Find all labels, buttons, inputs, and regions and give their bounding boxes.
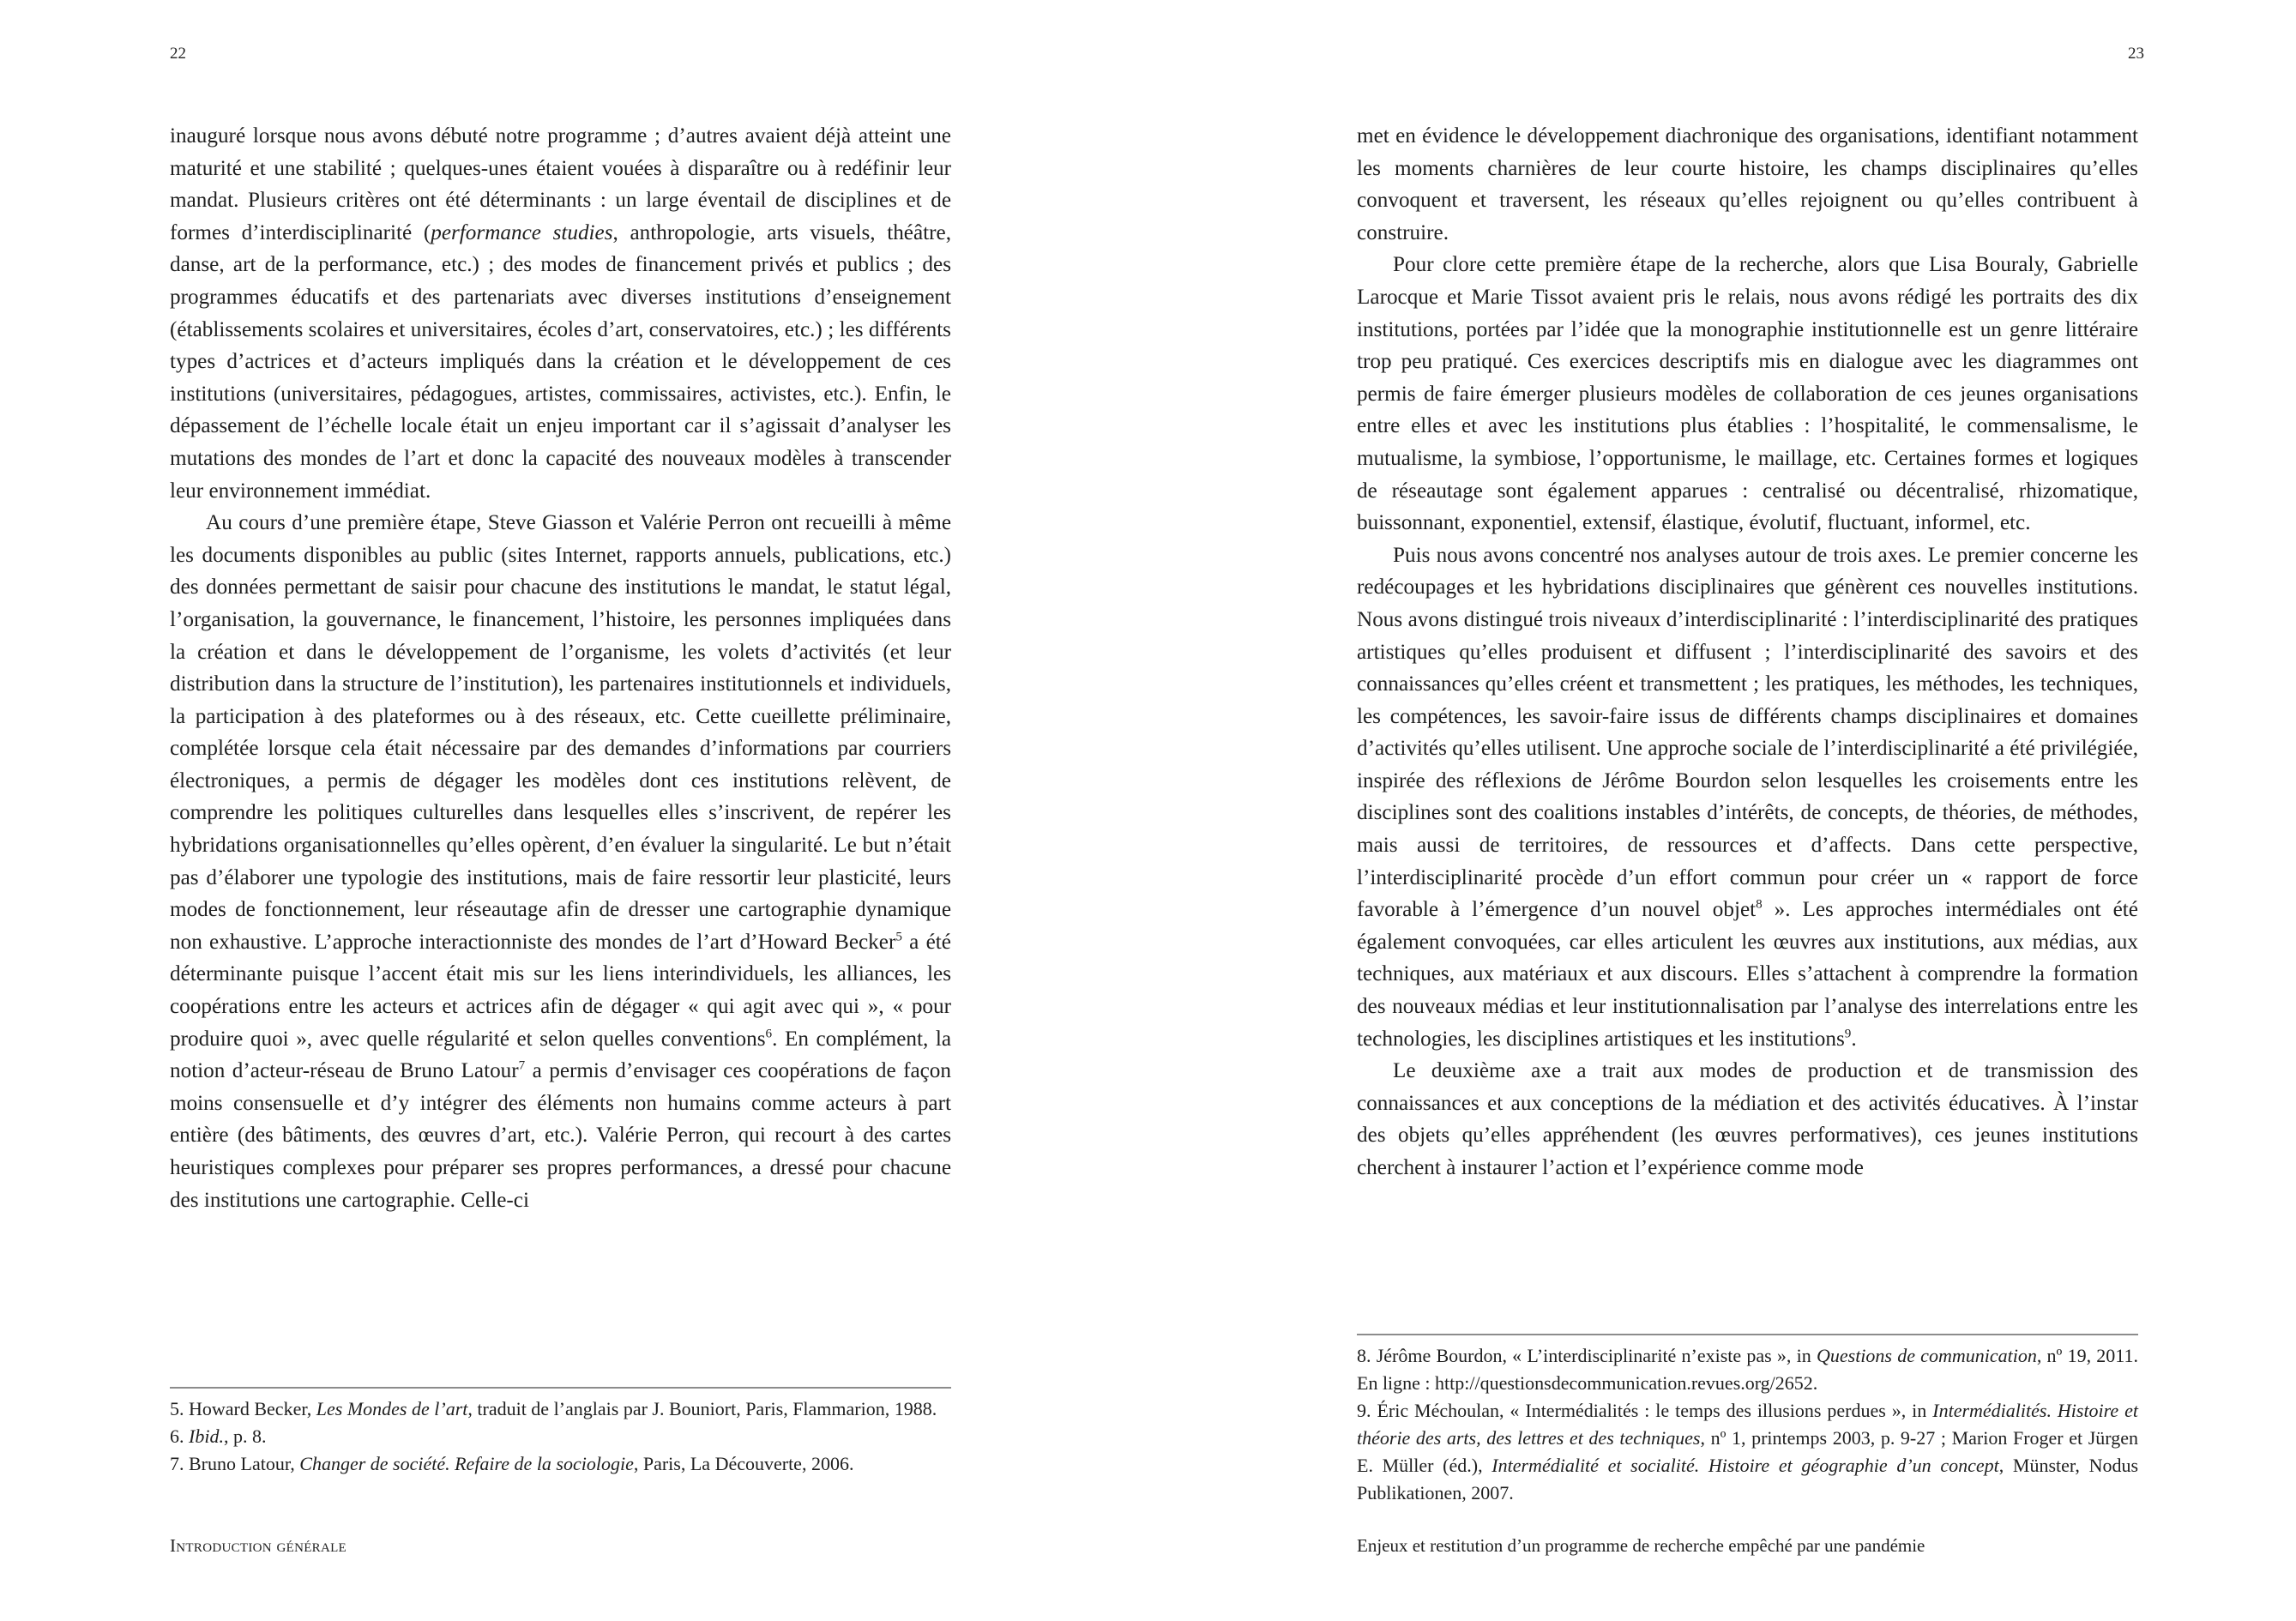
text-run: a été déterminante puisque l’accent était mis sur les liens interindividuels, les alliances, les coopérations entre les acteurs et actrices afin de dégager « qui agit avec qui », « pour produire quoi », avec quelle régularité et selon quelles conventions — [170, 930, 951, 1051]
italic-text: Les Mondes de l’art — [316, 1398, 468, 1419]
footnote — [1357, 1397, 2138, 1507]
text-run: 9. Éric Méchoulan, « Intermédialités : le temps des illusions perdues », in — [1357, 1400, 1933, 1421]
italic-text: Changer de société. Refaire de la sociologie — [299, 1453, 634, 1474]
text-run: ». Les approches intermédiales ont été également convoquées, car elles articulent les œuvres aux institutions, aux médias, aux techniques, aux matériaux et aux discours. Elles s’attachent à comprendre la formation des nouveaux médias et leur institutionnalisation par l’analyse des interrelations entre les technologies, les disciplines artistiques et les institutions — [1357, 898, 2138, 1051]
text-run: 7. Bruno Latour, — [170, 1453, 300, 1474]
footnote — [170, 1423, 951, 1450]
text-run: , anthropologie, arts visuels, théâtre, danse, art de la performance, etc.) ; des modes de financement privés et publics ; des programmes éducatifs et des partenariats avec diverses institutions d’enseignement (établissements scolaires et universitaires, écoles d’art, conservatoires, etc.) ; les différents types d’actrices et d’acteurs impliqués dans la création et le développement de ces institutions (universitaires, pédagogues, artistes, commissaires, activistes, etc.). Enfin, le dépassement de l’échelle locale était un enjeu important car il s’agissait d’analyser les mutations des mondes de l’art et donc la capacité des nouveaux modèles à transcender leur environnement immédiat. — [170, 220, 952, 503]
text-run: Au cours d’une première étape, Steve Giasson et Valérie Perron ont recueilli à même les documents disponibles au public (sites Internet, rapports annuels, publications, etc.) des données permettant de saisir pour chacune des institutions le mandat, le statut légal, l’organisation, la gouvernance, le financement, l’histoire, les personnes impliquées dans la création et dans le développement de l’organisme, les volets d’activités (et leur distribution dans la structure de l’institution), les partenaires institutionnels et individuels, la participation à des plateformes ou à des réseaux, etc. Cette cueillette préliminaire, complétée lorsque cela était nécessaire par des demandes d’informations par courriers électroniques, a permis de dégager les modèles dont ces institutions relèvent, de comprendre les politiques culturelles dans lesquelles elles s’inscrivent, de repérer les hybridations organisationnelles qu’elles opèrent, d’en évaluer la singularité. Le but n’était pas d’élaborer une typologie des institutions, mais de faire ressortir leur plasticité, leurs modes de fonctionnement, leur réseautage afin de dresser une cartographie dynamique non exhaustive. L’approche interactionniste des mondes de l’art d’Howard Becker — [170, 511, 951, 954]
footnote — [170, 1450, 951, 1478]
italic-text: Questions de communication — [1816, 1345, 2037, 1366]
footnote-ref: 7 — [518, 1058, 526, 1073]
text-run: 8. Jérôme Bourdon, « L’interdisciplinarité n’existe pas », in — [1357, 1345, 1817, 1366]
text-run: . — [1851, 1027, 1857, 1051]
page-number: 23 — [2128, 45, 2144, 63]
text-run: a permis d’envisager ces coopérations de façon moins consensuelle et d’y intégrer des éléments non humains comme acteurs à part entière (des bâtiments, des œuvres d’art, etc.). Valérie Perron, qui recourt à des cartes heuristiques complexes pour préparer ses propres performances, a dressé pour chacune des institutions une cartographie. Celle-ci — [170, 1059, 951, 1212]
text-run: , p. 8. — [223, 1425, 267, 1447]
italic-text: Intermédialités. Histoire et théorie des arts, des lettres et des techniques — [1357, 1400, 2138, 1449]
text-run: Le deuxième axe a trait aux modes de production et de transmission des connaissances et aux conceptions de la médiation et des activités éducatives. À l’instar des objets qu’elles appréhendent (les œuvres performatives), ces jeunes institutions cherchent à instaurer l’action et l’expérience comme mode — [1357, 1059, 2138, 1179]
text-run: inauguré lorsque nous avons débuté notre programme ; d’autres avaient déjà atteint une maturité et une stabilité ; quelques-unes étaient vouées à disparaître ou à redéfinir leur mandat. Plusieurs critères ont été déterminants : un large éventail de disciplines et de formes d’interdisciplinarité ( — [170, 124, 951, 244]
paragraph — [170, 120, 951, 507]
footnote-ref: 6 — [765, 1027, 773, 1041]
text-run: 6. — [170, 1425, 189, 1447]
footnote-ref: 8 — [1756, 897, 1763, 912]
footnotes — [1357, 1334, 2138, 1507]
text-run: met en évidence le développement diachronique des organisations, identifiant notamment les moments charnières de leur courte histoire, les champs disciplinaires qu’elles convoquent et traversent, les réseaux qu’elles rejoignent ou qu’elles contribuent à construire. — [1357, 124, 2138, 244]
footnote — [1357, 1342, 2138, 1397]
text-run: Pour clore cette première étape de la recherche, alors que Lisa Bouraly, Gabrielle Larocque et Marie Tissot avaient pris le relais, nous avons rédigé les portraits des dix institutions, portées par l’idée que la monographie institutionnelle est un genre littéraire trop peu pratiqué. Ces exercices descriptifs mis en dialogue avec les diagrammes ont permis de faire émerger plusieurs modèles de collaboration de ces jeunes organisations entre elles et avec les institutions plus établies : l’hospitalité, le commensalisme, le mutualisme, la symbiose, l’opportunisme, le maillage, etc. Certaines formes et logiques de réseautage sont également apparues : centralisé ou décentralisé, rhizomatique, buissonnant, exponentiel, extensif, élastique, évolutif, fluctuant, informel, etc. — [1357, 253, 2138, 535]
footnote-ref: 9 — [1844, 1027, 1852, 1041]
italic-text: Intermédialité et socialité. Histoire et géographie d’un concept — [1491, 1455, 1999, 1476]
paragraph — [1357, 539, 2138, 1056]
footnotes — [170, 1387, 951, 1478]
body-text — [170, 120, 951, 1216]
text-run: , traduit de l’anglais par J. Bouniort, Paris, Flammarion, 1988. — [467, 1398, 937, 1419]
page-number: 22 — [170, 45, 186, 63]
paragraph — [1357, 120, 2138, 249]
text-run: , Paris, La Découverte, 2006. — [633, 1453, 854, 1474]
right-page — [1148, 0, 2295, 1621]
paragraph — [1357, 249, 2138, 539]
text-run: , nº 19, 2011. En ligne : http://questionsdecommunication.revues.org/2652. — [1357, 1345, 2138, 1394]
italic-text: performance studies — [431, 220, 613, 244]
paragraph — [170, 507, 951, 1216]
footnote — [170, 1395, 951, 1423]
running-footer: Enjeux et restitution d’un programme de recherche empêché par une pandémie — [1357, 1535, 1925, 1556]
text-run: . En complément, la notion d’acteur-réseau de Bruno Latour — [170, 1027, 951, 1083]
text-run: Puis nous avons concentré nos analyses autour de trois axes. Le premier concerne les redécoupages et les hybridations disciplinaires que génèrent ces nouvelles institutions. Nous avons distingué trois niveaux d’interdisciplinarité : l’interdisciplinarité des pratiques artistiques qu’elles produisent et diffusent ; l’interdisciplinarité des savoirs et des connaissances qu’elles créent et transmettent ; les pratiques, les méthodes, les techniques, les compétences, les savoir-faire issus de différents champs disciplinaires et domaines d’activités qu’elles utilisent. Une approche sociale de l’interdisciplinarité a été privilégiée, inspirée des réflexions de Jérôme Bourdon selon lesquelles les croisements entre les disciplines sont des coalitions instables d’intérêts, de concepts, de théories, de méthodes, mais aussi de territoires, de ressources et d’affects. Dans cette perspective, l’interdisciplinarité procède d’un effort commun pour créer un « rapport de force favorable à l’émergence d’un nouvel objet — [1357, 543, 2138, 922]
body-text — [1357, 120, 2138, 1184]
footnote-ref: 5 — [895, 930, 902, 944]
text-run: 5. Howard Becker, — [170, 1398, 316, 1419]
italic-text: Ibid. — [189, 1425, 224, 1447]
paragraph — [1357, 1055, 2138, 1184]
text-run: , Münster, Nodus Publikationen, 2007. — [1357, 1455, 2139, 1503]
text-run: , nº 1, printemps 2003, p. 9-27 ; Marion Froger et Jürgen E. Müller (éd.), — [1357, 1427, 2138, 1476]
running-footer: Introduction générale — [170, 1535, 347, 1556]
